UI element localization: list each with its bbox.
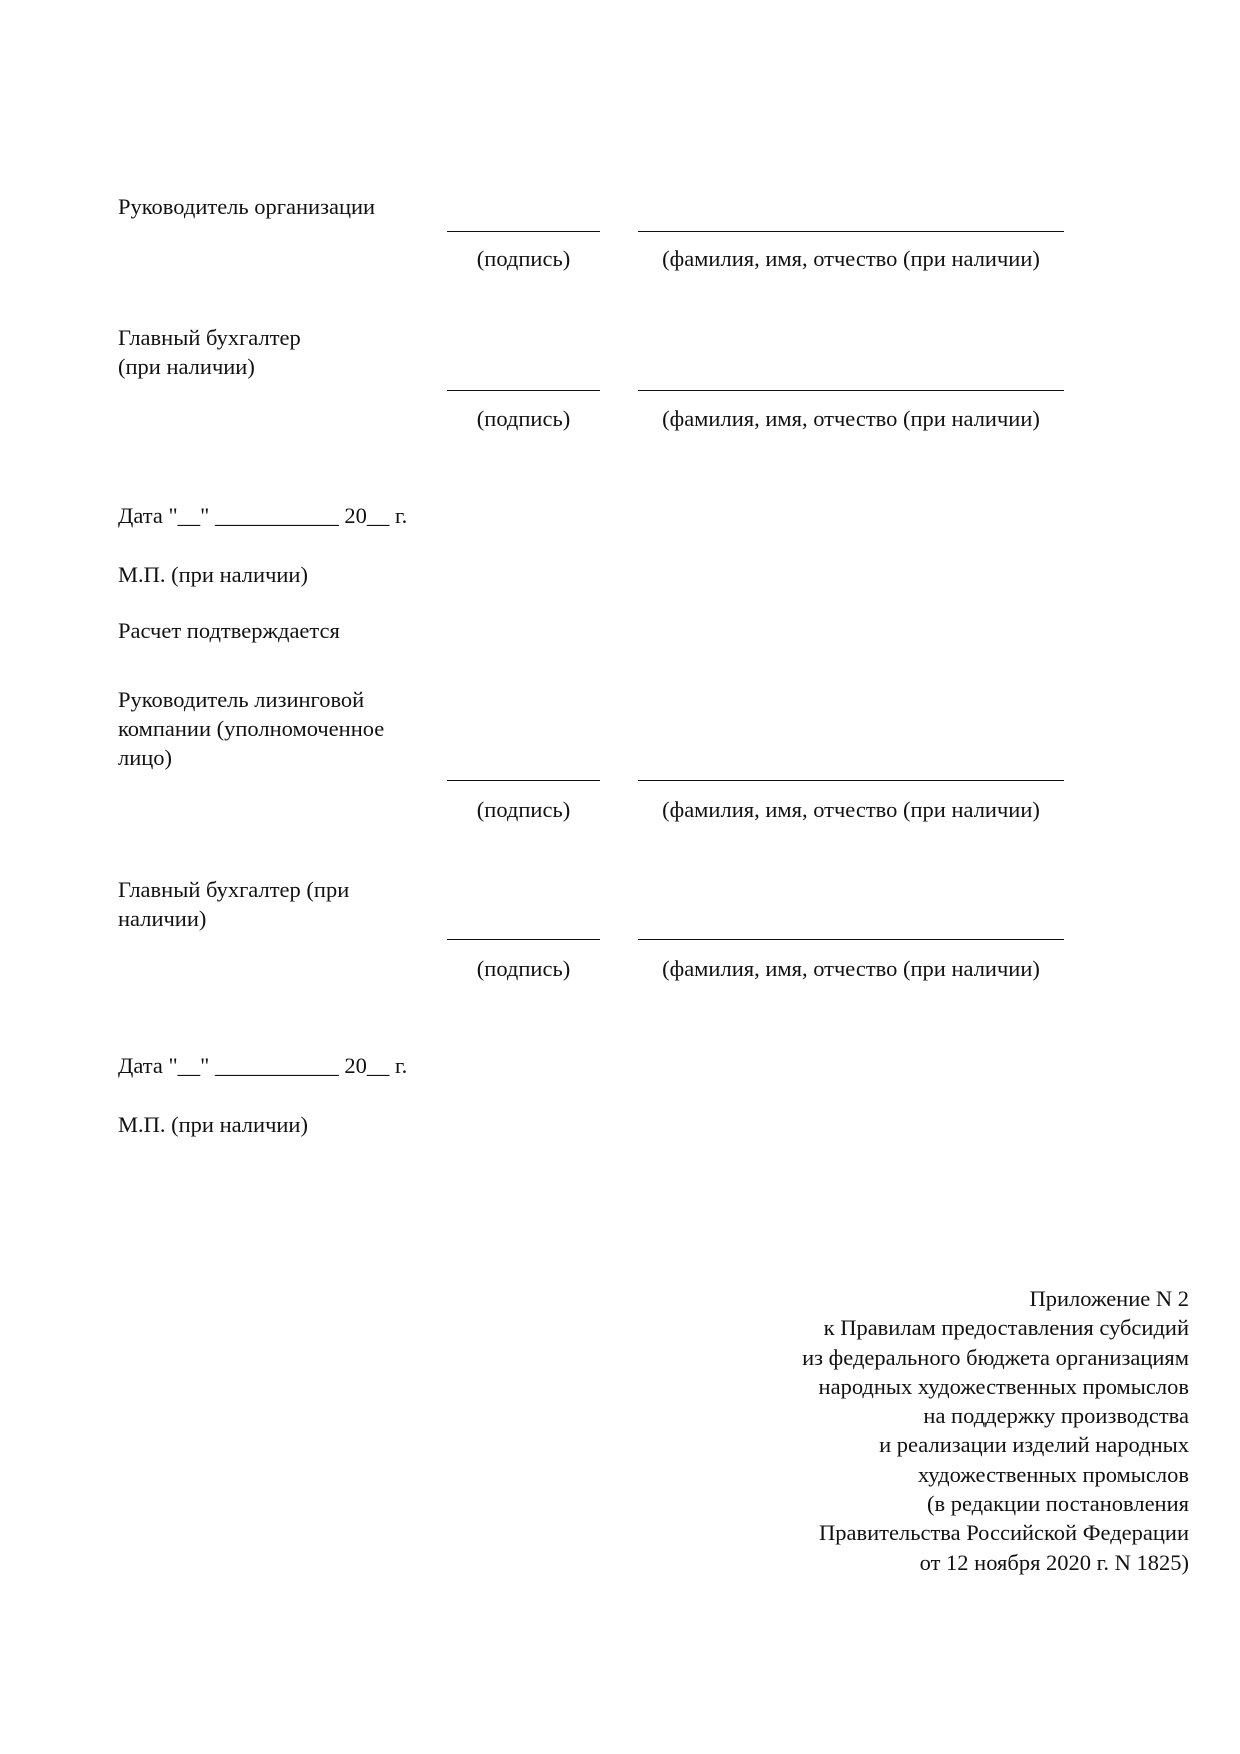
chief-accountant-label [118,875,349,933]
name-line [638,231,1064,232]
label-line: Главный бухгалтер (при [118,877,350,902]
signature-caption: (подпись) [476,797,571,822]
appendix-line: (в редакции постановления [927,1491,1189,1517]
signature-caption: (подпись) [476,956,571,981]
appendix-line: Приложение N 2 [1029,1286,1189,1311]
appendix-line: на поддержку производства [923,1403,1189,1429]
date-line: Дата "__" ___________ 20__ г. [118,503,408,528]
appendix-line: народных художественных промыслов [818,1373,1189,1399]
signature-line [447,231,600,232]
appendix-line: художественных промыслов [917,1461,1189,1487]
signature-line [447,390,600,391]
name-caption: (фамилия, имя, отчество (при наличии) [662,797,1040,822]
confirmed-label: Расчет подтверждается [118,618,340,643]
label-line: Руководитель лизинговой [118,687,365,712]
appendix-line: к Правилам предоставления субсидий [823,1315,1189,1341]
signature-line [447,939,600,940]
name-caption: (фамилия, имя, отчество (при наличии) [662,406,1040,431]
appendix-header [802,1284,1189,1577]
signature-caption: (подпись) [476,406,571,431]
name-caption: (фамилия, имя, отчество (при наличии) [662,246,1040,271]
stamp-line: М.П. (при наличии) [118,1112,308,1137]
stamp-line: М.П. (при наличии) [118,562,308,587]
label-line: лицо) [118,745,173,770]
org-head-label: Руководитель организации [118,194,376,219]
name-line [638,390,1064,391]
signature-caption: (подпись) [476,246,571,271]
name-line [638,939,1064,940]
appendix-line: Правительства Российской Федерации [819,1520,1189,1546]
name-caption: (фамилия, имя, отчество (при наличии) [662,956,1040,981]
label-line: (при наличии) [118,354,255,379]
leasing-head-label [118,685,384,772]
appendix-line: и реализации изделий народных [879,1432,1189,1458]
appendix-line: из федерального бюджета организациям [802,1344,1189,1370]
name-line [638,780,1064,781]
appendix-line: от 12 ноября 2020 г. N 1825) [919,1549,1189,1575]
signature-line [447,780,600,781]
label-line: наличии) [118,906,207,931]
label-line: компании (уполномоченное [118,716,385,741]
label-line: Главный бухгалтер [118,325,301,350]
date-line: Дата "__" ___________ 20__ г. [118,1053,408,1078]
chief-accountant-label [118,323,301,381]
